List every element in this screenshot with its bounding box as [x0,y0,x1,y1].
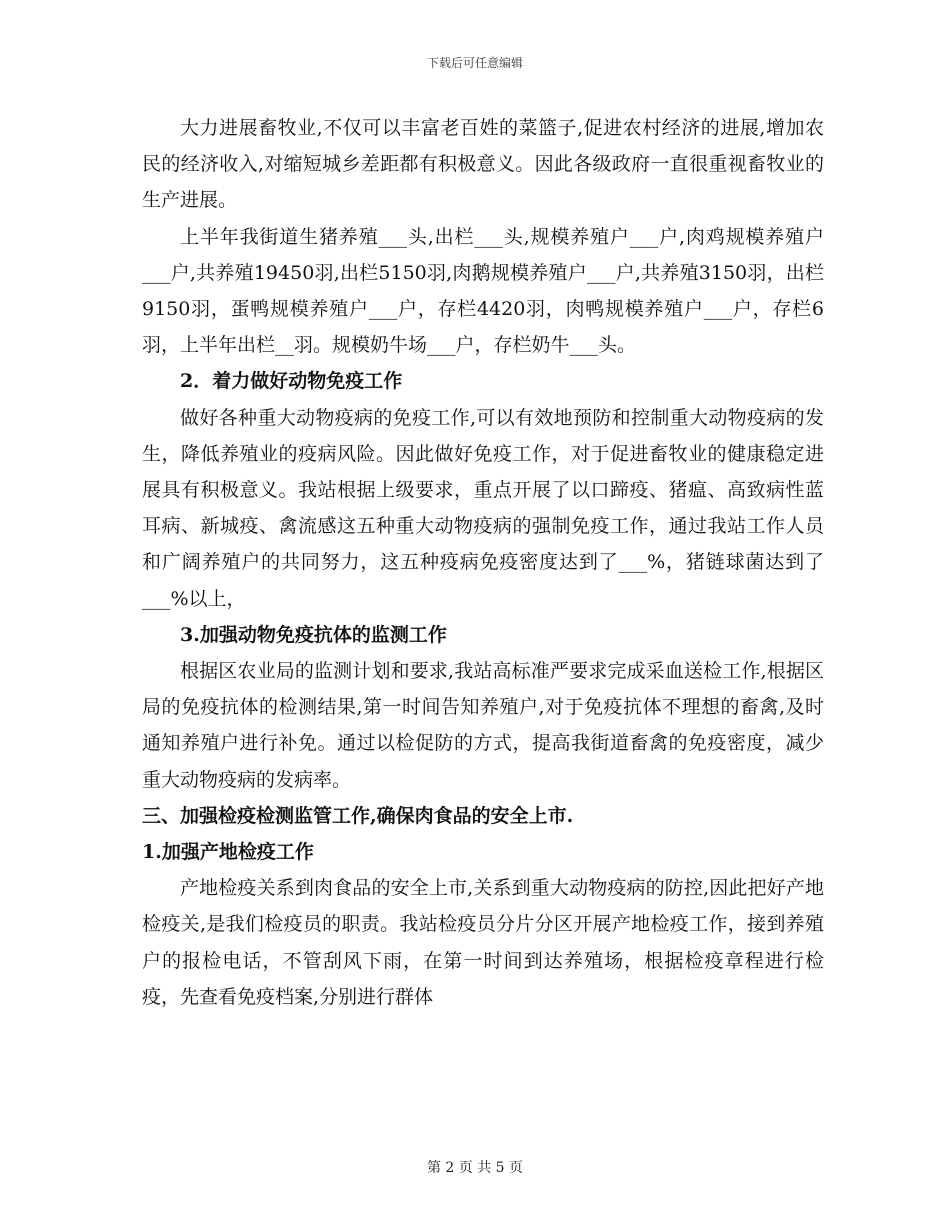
document-body [142,110,824,1015]
paragraph-origin-quarantine: 产地检疫关系到肉食品的安全上市,关系到重大动物疫病的防控,因此把好产地检疫关,是我们检疫员的职责。我站检疫员分片分区开展产地检疫工作，接到养殖户的报检电话，不管刮风下雨，在第一时间到达养殖场，根据检疫章程进行检疫，先查看免疫档案,分别进行群体 [142,877,824,1008]
page-footer: 第 2 页 共 5 页 [426,1160,524,1176]
section-heading-quarantine: 三、加强检疫检测监管工作,确保肉食品的安全上市. [142,804,574,827]
section-heading-origin-quarantine: 1.加强产地检疫工作 [142,841,314,864]
page-header: 下载后可任意编辑 [426,56,523,70]
paragraph-antibody-monitoring: 根据区农业局的监测计划和要求,我站高标准严要求完成采血送检工作,根据区局的免疫抗体的检测结果,第一时间告知养殖户,对于免疫抗体不理想的畜禽,及时通知养殖户进行补免。通过以检促防的方式，提高我街道畜禽的免疫密度，减少重大动物疫病的发病率。 [142,660,824,791]
section-heading-immunization: 2．着力做好动物免疫工作 [180,370,403,393]
paragraph-immunization: 做好各种重大动物疫病的免疫工作,可以有效地预防和控制重大动物疫病的发生，降低养殖业的疫病风险。因此做好免疫工作，对于促进畜牧业的健康稳定进展具有积极意义。我站根据上级要求，重点开展了以口蹄疫、猪瘟、高致病性蓝耳病、新城疫、禽流感这五种重大动物疫病的强制免疫工作，通过我站工作人员和广阔养殖户的共同努力，这五种疫病免疫密度达到了___%，猪链球菌达到了___%以上， [142,406,824,610]
section-heading-antibody-monitoring: 3.加强动物免疫抗体的监测工作 [180,623,447,646]
paragraph-breeding-stats: 上半年我街道生猪养殖___头,出栏___头,规模养殖户___户,肉鸡规模养殖户___户,共养殖19450羽,出栏5150羽,肉鹅规模养殖户___户,共养殖3150羽，出栏9150羽，蛋鸭规模养殖户___户，存栏4420羽，肉鸭规模养殖户___户，存栏6羽，上半年出栏__羽。规模奶牛场___户，存栏奶牛___头。 [142,225,824,357]
paragraph-intro: 大力进展畜牧业,不仅可以丰富老百姓的菜篮子,促进农村经济的进展,增加农民的经济收入,对缩短城乡差距都有积极意义。因此各级政府一直很重视畜牧业的生产进展。 [142,117,824,212]
